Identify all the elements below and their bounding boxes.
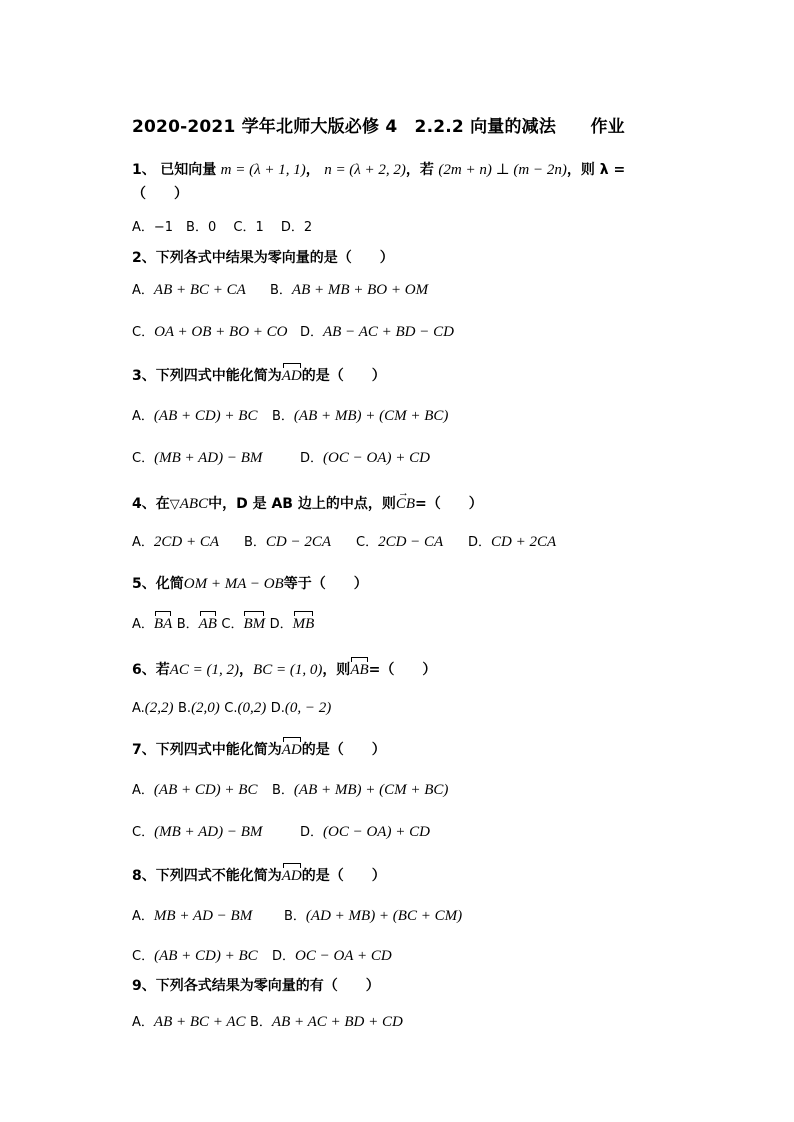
question-9-options: A．AB + BC + AC B．AB + AC + BD + CD [132,1014,403,1030]
vector-ab: AB [350,662,369,678]
question-4-option-d: D．CD + 2CA [468,534,557,550]
question-4-option-b: B．CD − 2CA [244,534,332,550]
question-1-options: A．−1 B．0 C．1 D．2 [132,220,313,235]
triangle-symbol: ▽ [169,497,180,512]
question-7-option-c: C．(MB + AD) − BM [132,824,263,840]
vector-ad: AD [281,742,302,758]
perpendicular-condition: (2m + n) ⊥ (m − 2n) [438,162,567,178]
vector-cb: → CB [396,494,415,514]
question-8-stem: 8、下列四式不能化简为AD的是（ ） [132,868,386,884]
question-8-option-a: A．MB + AD − BM [132,908,253,924]
page-title: 2020-2021 学年北师大版必修 4 2.2.2 向量的减法 作业 [132,117,625,137]
vector-ad: AD [281,368,302,384]
question-6-options: A.(2,2) B.(2,0) C.(0,2) D.(0, − 2) [132,700,332,716]
question-5-stem: 5、化简OM + MA − OB等于（ ） [132,576,368,592]
question-7-option-d: D．(OC − OA) + CD [300,824,430,840]
question-6-stem: 6、若AC = (1, 2)，BC = (1, 0)，则AB=（ ） [132,662,437,678]
question-4-stem: 4、在▽ABC中，D 是 AB 边上的中点，则→ CB=（ ） [132,494,483,515]
question-2-option-d: D．AB − AC + BD − CD [300,324,454,340]
question-7-option-b: B．(AB + MB) + (CM + BC) [272,782,449,798]
question-2-option-c: C．OA + OB + BO + CO [132,324,288,340]
question-8-option-d: D．OC − OA + CD [272,948,392,964]
question-5-options: A．BA B．AB C．BM D．MB [132,616,315,632]
question-2-option-a: A．AB + BC + CA [132,282,246,298]
question-9-stem: 9、下列各式结果为零向量的有（ ） [132,978,380,994]
question-1-blank: （ ） [132,186,188,202]
question-3-option-a: A．(AB + CD) + BC [132,408,258,424]
expression-om-ma-ob: OM + MA − OB [183,576,284,592]
vector-m-expression: m = (λ + 1, 1) [220,162,306,178]
question-3-option-d: D．(OC − OA) + CD [300,450,430,466]
question-1-stem: 1、 已知向量 m = (λ + 1, 1)， n = (λ + 2, 2)，若 (2m + n) ⊥ (m − 2n)，则 λ = [132,162,626,178]
question-7-option-a: A．(AB + CD) + BC [132,782,258,798]
question-8-option-c: C．(AB + CD) + BC [132,948,258,964]
vector-n-expression: n = (λ + 2, 2) [324,162,406,178]
question-3-option-c: C．(MB + AD) − BM [132,450,263,466]
question-7-stem: 7、下列四式中能化简为AD的是（ ） [132,742,386,758]
question-4-option-a: A．2CD + CA [132,534,220,550]
question-3-stem: 3、下列四式中能化简为AD的是（ ） [132,368,386,384]
vector-ad: AD [281,868,302,884]
question-2-option-b: B．AB + MB + BO + OM [270,282,429,298]
question-2-stem: 2、下列各式中结果为零向量的是（ ） [132,250,394,266]
question-4-option-c: C．2CD − CA [356,534,444,550]
question-8-option-b: B．(AD + MB) + (BC + CM) [284,908,463,924]
question-3-option-b: B．(AB + MB) + (CM + BC) [272,408,449,424]
